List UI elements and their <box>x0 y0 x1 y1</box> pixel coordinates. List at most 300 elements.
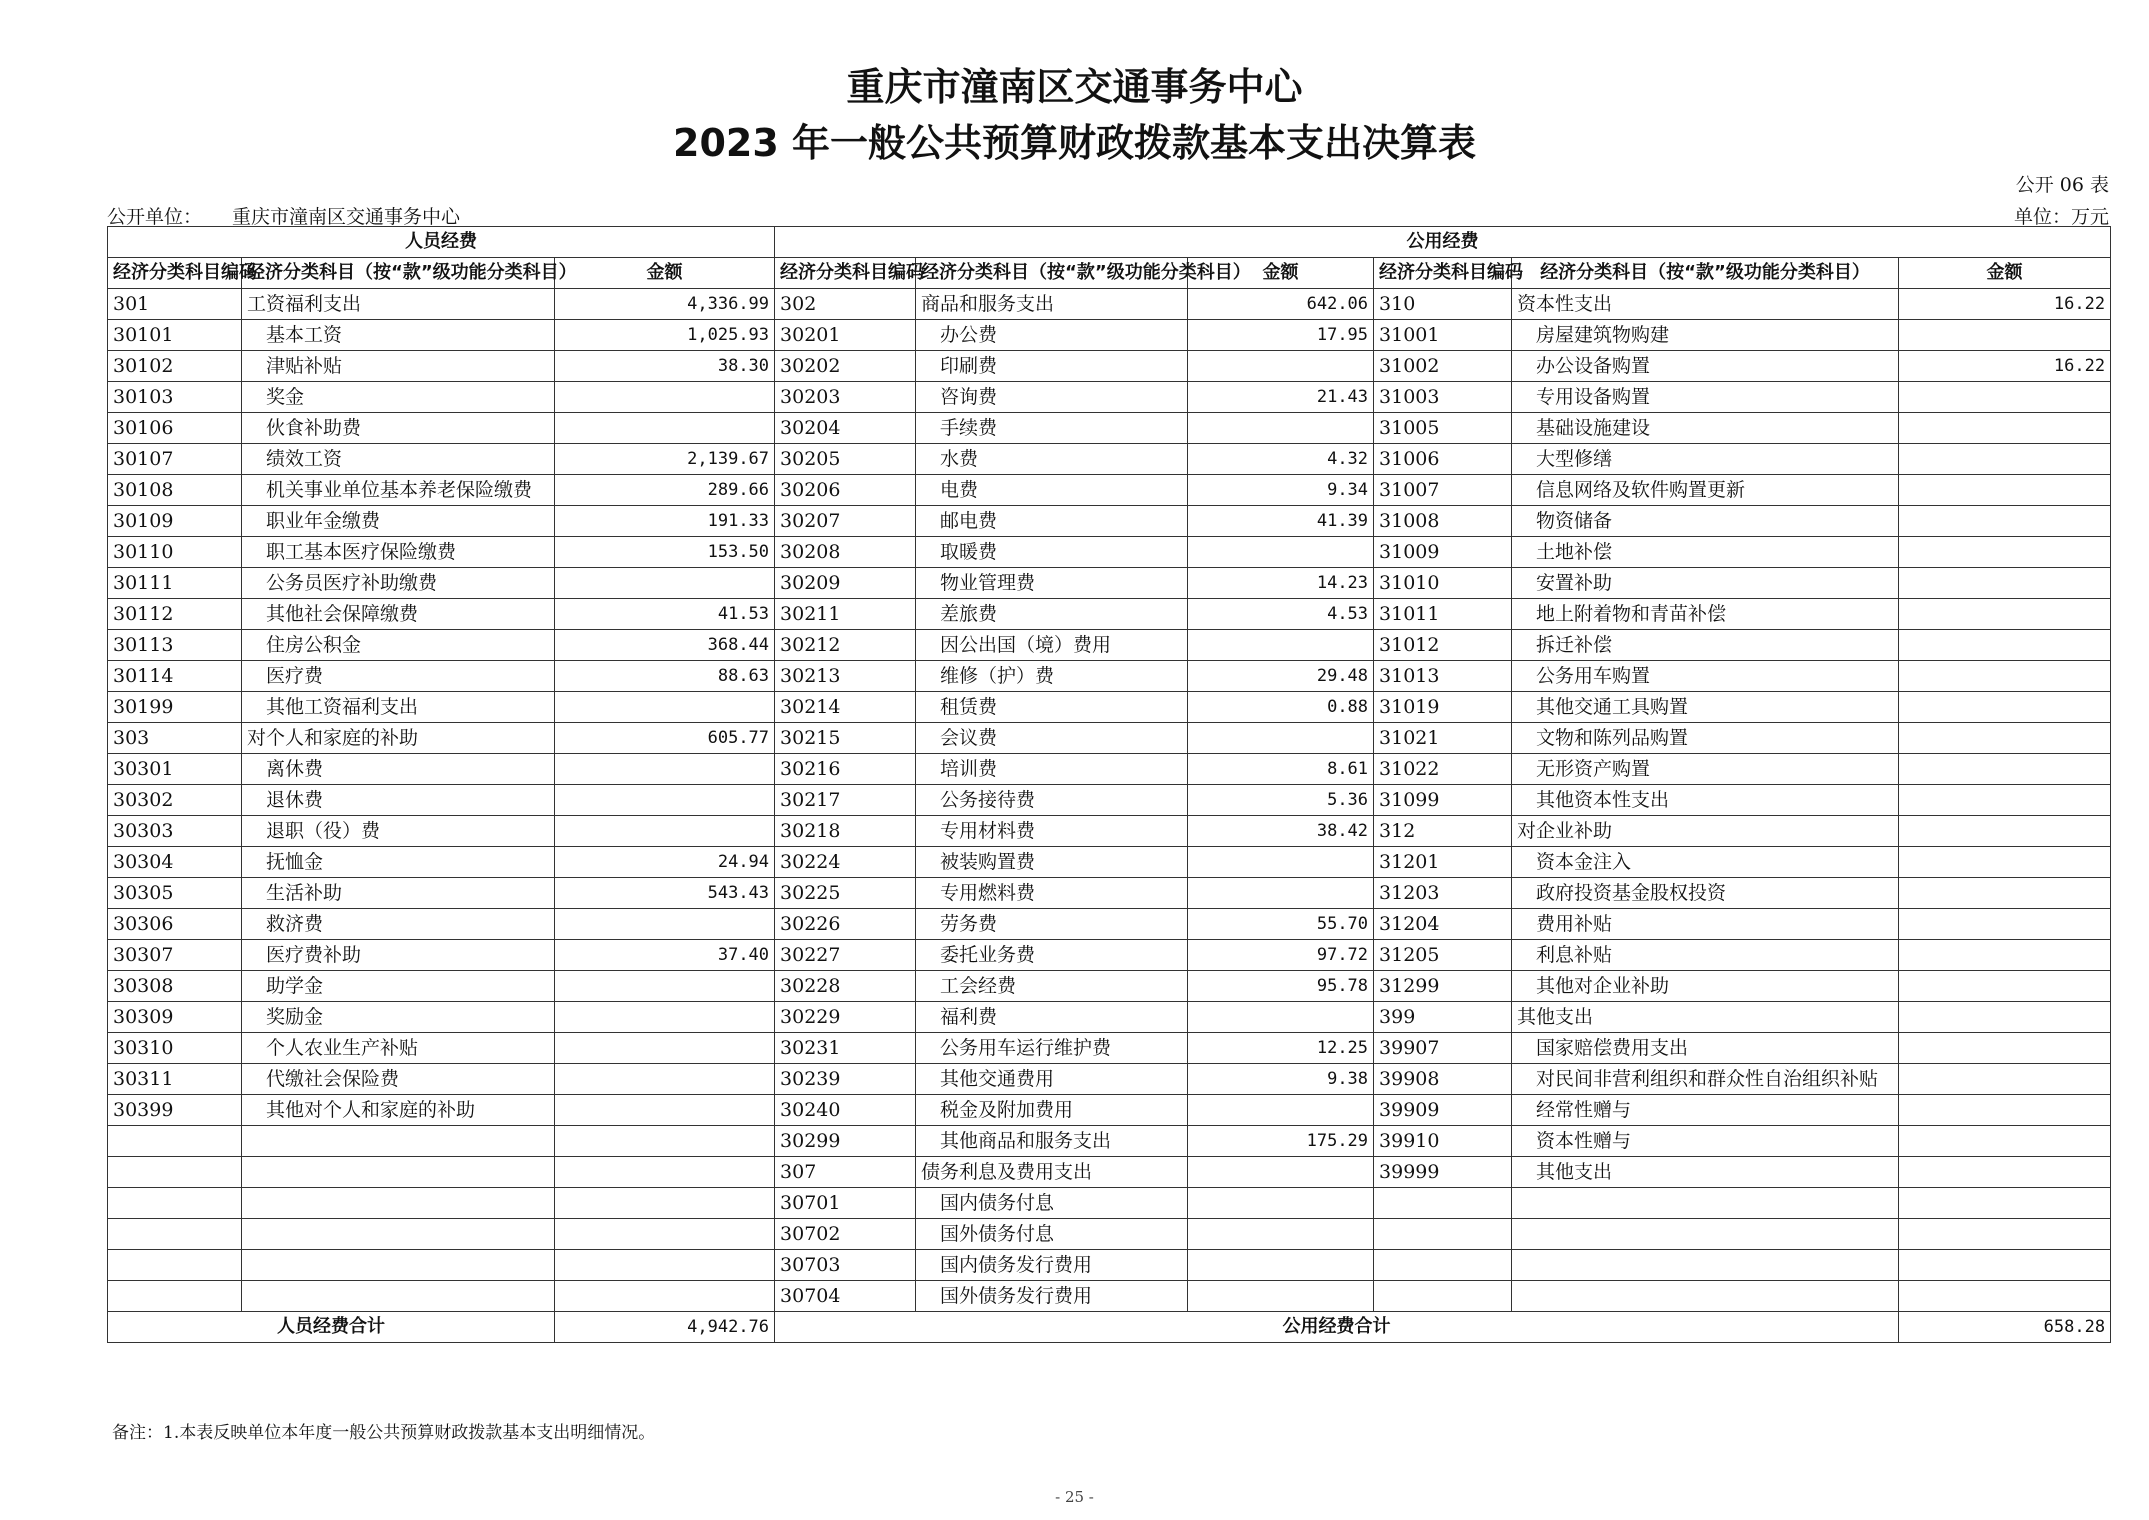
capital-name-cell: 文物和陈列品购置 <box>1512 723 1899 754</box>
personnel-name-cell: 离休费 <box>242 754 555 785</box>
public-code-cell: 30225 <box>775 878 916 909</box>
capital-amount-cell <box>1899 1157 2111 1188</box>
personnel-code-cell: 30199 <box>108 692 242 723</box>
public-total-amount: 658.28 <box>1899 1312 2111 1343</box>
capital-name-cell <box>1512 1281 1899 1312</box>
personnel-code-cell: 30301 <box>108 754 242 785</box>
public-name-cell: 税金及附加费用 <box>916 1095 1188 1126</box>
capital-code-cell: 31011 <box>1374 599 1512 630</box>
public-code-cell: 30205 <box>775 444 916 475</box>
personnel-group-header: 人员经费 <box>108 227 775 258</box>
public-code-cell: 30231 <box>775 1033 916 1064</box>
expenditure-table <box>107 226 2111 1343</box>
public-name-cell: 公务接待费 <box>916 785 1188 816</box>
capital-name-cell: 政府投资基金股权投资 <box>1512 878 1899 909</box>
public-code-cell: 30208 <box>775 537 916 568</box>
public-name-cell: 被装购置费 <box>916 847 1188 878</box>
public-name-cell: 其他商品和服务支出 <box>916 1126 1188 1157</box>
table-row <box>108 413 2111 444</box>
capital-code-cell: 31021 <box>1374 723 1512 754</box>
personnel-amount-cell: 24.94 <box>555 847 775 878</box>
personnel-amount-cell <box>555 382 775 413</box>
public-amount-cell: 41.39 <box>1188 506 1374 537</box>
public-name-cell: 工会经费 <box>916 971 1188 1002</box>
table-row <box>108 1095 2111 1126</box>
capital-code-cell: 39907 <box>1374 1033 1512 1064</box>
personnel-amount-cell <box>555 1250 775 1281</box>
capital-amount-cell <box>1899 1064 2111 1095</box>
personnel-name-cell: 医疗费 <box>242 661 555 692</box>
personnel-code-cell: 30303 <box>108 816 242 847</box>
public-amount-cell <box>1188 630 1374 661</box>
personnel-code-cell: 30101 <box>108 320 242 351</box>
public-amount-cell <box>1188 723 1374 754</box>
personnel-total-label: 人员经费合计 <box>108 1312 555 1343</box>
capital-code-cell <box>1374 1250 1512 1281</box>
personnel-name-cell: 绩效工资 <box>242 444 555 475</box>
public-code-cell: 30201 <box>775 320 916 351</box>
public-code-cell: 30702 <box>775 1219 916 1250</box>
capital-name-cell: 基础设施建设 <box>1512 413 1899 444</box>
personnel-name-cell: 生活补助 <box>242 878 555 909</box>
capital-name-cell: 资本金注入 <box>1512 847 1899 878</box>
capital-name-cell: 资本性赠与 <box>1512 1126 1899 1157</box>
form-number: 公开 06 表 <box>2015 174 2109 196</box>
public-amount-cell: 29.48 <box>1188 661 1374 692</box>
capital-name-cell: 地上附着物和青苗补偿 <box>1512 599 1899 630</box>
public-amount-cell: 21.43 <box>1188 382 1374 413</box>
public-amount-cell: 38.42 <box>1188 816 1374 847</box>
personnel-code-cell: 30304 <box>108 847 242 878</box>
table-row <box>108 630 2111 661</box>
capital-code-cell: 31013 <box>1374 661 1512 692</box>
capital-code-cell: 31006 <box>1374 444 1512 475</box>
unit-name: 重庆市潼南区交通事务中心 <box>232 206 461 228</box>
public-amount-cell: 4.53 <box>1188 599 1374 630</box>
public-name-cell: 其他交通费用 <box>916 1064 1188 1095</box>
public-name-cell: 培训费 <box>916 754 1188 785</box>
capital-amount-cell <box>1899 599 2111 630</box>
public-total-label: 公用经费合计 <box>775 1312 1899 1343</box>
personnel-name-cell: 助学金 <box>242 971 555 1002</box>
capital-code-cell: 31019 <box>1374 692 1512 723</box>
public-code-cell: 30206 <box>775 475 916 506</box>
personnel-amount-cell <box>555 1033 775 1064</box>
personnel-code-cell: 30109 <box>108 506 242 537</box>
personnel-amount-cell <box>555 754 775 785</box>
public-amount-cell <box>1188 847 1374 878</box>
table-row <box>108 1064 2111 1095</box>
public-name-cell: 公务用车运行维护费 <box>916 1033 1188 1064</box>
capital-amount-cell <box>1899 909 2111 940</box>
personnel-name-cell: 奖励金 <box>242 1002 555 1033</box>
capital-amount-cell <box>1899 506 2111 537</box>
col-header-code: 经济分类科目编码 <box>108 258 242 289</box>
public-name-cell: 物业管理费 <box>916 568 1188 599</box>
public-amount-cell: 175.29 <box>1188 1126 1374 1157</box>
personnel-name-cell: 职业年金缴费 <box>242 506 555 537</box>
public-amount-cell <box>1188 351 1374 382</box>
personnel-code-cell: 30106 <box>108 413 242 444</box>
capital-code-cell: 31001 <box>1374 320 1512 351</box>
table-row <box>108 1033 2111 1064</box>
personnel-amount-cell <box>555 1281 775 1312</box>
table-row <box>108 909 2111 940</box>
personnel-code-cell <box>108 1126 242 1157</box>
personnel-name-cell: 奖金 <box>242 382 555 413</box>
capital-code-cell: 39908 <box>1374 1064 1512 1095</box>
public-name-cell: 电费 <box>916 475 1188 506</box>
personnel-name-cell: 津贴补贴 <box>242 351 555 382</box>
col-header-amount: 金额 <box>1188 258 1374 289</box>
personnel-code-cell: 30112 <box>108 599 242 630</box>
capital-name-cell: 费用补贴 <box>1512 909 1899 940</box>
public-amount-cell: 55.70 <box>1188 909 1374 940</box>
capital-amount-cell <box>1899 816 2111 847</box>
capital-amount-cell <box>1899 1002 2111 1033</box>
personnel-name-cell <box>242 1157 555 1188</box>
public-amount-cell: 9.38 <box>1188 1064 1374 1095</box>
table-row <box>108 537 2111 568</box>
public-amount-cell <box>1188 1157 1374 1188</box>
col-header-code: 经济分类科目编码 <box>1374 258 1512 289</box>
capital-code-cell <box>1374 1219 1512 1250</box>
personnel-code-cell: 301 <box>108 289 242 320</box>
public-code-cell: 30239 <box>775 1064 916 1095</box>
report-title: 2023 年一般公共预算财政拨款基本支出决算表 <box>673 121 1476 165</box>
public-code-cell: 30217 <box>775 785 916 816</box>
personnel-name-cell: 住房公积金 <box>242 630 555 661</box>
public-code-cell: 30299 <box>775 1126 916 1157</box>
personnel-name-cell: 基本工资 <box>242 320 555 351</box>
capital-name-cell: 对民间非营利组织和群众性自治组织补贴 <box>1512 1064 1899 1095</box>
public-code-cell: 307 <box>775 1157 916 1188</box>
public-code-cell: 30240 <box>775 1095 916 1126</box>
capital-code-cell: 31204 <box>1374 909 1512 940</box>
capital-amount-cell <box>1899 413 2111 444</box>
capital-code-cell: 31009 <box>1374 537 1512 568</box>
personnel-amount-cell: 2,139.67 <box>555 444 775 475</box>
capital-code-cell: 31201 <box>1374 847 1512 878</box>
personnel-code-cell: 30308 <box>108 971 242 1002</box>
table-row <box>108 1188 2111 1219</box>
public-code-cell: 30229 <box>775 1002 916 1033</box>
public-code-cell: 30214 <box>775 692 916 723</box>
capital-amount-cell <box>1899 692 2111 723</box>
public-amount-cell: 4.32 <box>1188 444 1374 475</box>
capital-amount-cell <box>1899 1188 2111 1219</box>
footnote: 备注：1.本表反映单位本年度一般公共预算财政拨款基本支出明细情况。 <box>112 1423 656 1443</box>
public-code-cell: 30226 <box>775 909 916 940</box>
capital-amount-cell <box>1899 1126 2111 1157</box>
table-row <box>108 847 2111 878</box>
personnel-name-cell: 救济费 <box>242 909 555 940</box>
capital-amount-cell <box>1899 537 2111 568</box>
personnel-amount-cell: 1,025.93 <box>555 320 775 351</box>
personnel-amount-cell <box>555 1188 775 1219</box>
personnel-amount-cell <box>555 692 775 723</box>
personnel-name-cell <box>242 1281 555 1312</box>
capital-amount-cell: 16.22 <box>1899 351 2111 382</box>
capital-name-cell: 其他支出 <box>1512 1157 1899 1188</box>
personnel-code-cell <box>108 1219 242 1250</box>
personnel-code-cell: 30302 <box>108 785 242 816</box>
public-code-cell: 30215 <box>775 723 916 754</box>
personnel-code-cell: 30107 <box>108 444 242 475</box>
capital-code-cell: 399 <box>1374 1002 1512 1033</box>
capital-amount-cell <box>1899 475 2111 506</box>
public-code-cell: 30202 <box>775 351 916 382</box>
public-code-cell: 30209 <box>775 568 916 599</box>
public-amount-cell <box>1188 878 1374 909</box>
public-name-cell: 水费 <box>916 444 1188 475</box>
public-code-cell: 30212 <box>775 630 916 661</box>
public-amount-cell: 17.95 <box>1188 320 1374 351</box>
public-name-cell: 商品和服务支出 <box>916 289 1188 320</box>
capital-name-cell <box>1512 1219 1899 1250</box>
capital-name-cell: 其他对企业补助 <box>1512 971 1899 1002</box>
capital-code-cell: 31203 <box>1374 878 1512 909</box>
personnel-code-cell: 30111 <box>108 568 242 599</box>
capital-amount-cell <box>1899 971 2111 1002</box>
public-code-cell: 30203 <box>775 382 916 413</box>
capital-name-cell: 土地补偿 <box>1512 537 1899 568</box>
capital-code-cell: 39910 <box>1374 1126 1512 1157</box>
public-name-cell: 租赁费 <box>916 692 1188 723</box>
public-amount-cell <box>1188 1188 1374 1219</box>
public-amount-cell <box>1188 1002 1374 1033</box>
personnel-name-cell: 其他工资福利支出 <box>242 692 555 723</box>
personnel-amount-cell <box>555 1219 775 1250</box>
public-code-cell: 30213 <box>775 661 916 692</box>
public-name-cell: 国内债务付息 <box>916 1188 1188 1219</box>
table-row <box>108 1219 2111 1250</box>
capital-amount-cell <box>1899 568 2111 599</box>
capital-amount-cell <box>1899 1095 2111 1126</box>
personnel-amount-cell: 37.40 <box>555 940 775 971</box>
personnel-amount-cell: 191.33 <box>555 506 775 537</box>
table-row <box>108 568 2111 599</box>
personnel-code-cell <box>108 1188 242 1219</box>
table-row <box>108 1157 2111 1188</box>
personnel-name-cell: 公务员医疗补助缴费 <box>242 568 555 599</box>
table-row <box>108 382 2111 413</box>
public-amount-cell: 97.72 <box>1188 940 1374 971</box>
table-row <box>108 661 2111 692</box>
public-code-cell: 30703 <box>775 1250 916 1281</box>
personnel-amount-cell <box>555 971 775 1002</box>
currency-unit: 单位：万元 <box>2013 206 2109 228</box>
capital-amount-cell <box>1899 1219 2111 1250</box>
personnel-name-cell: 退职（役）费 <box>242 816 555 847</box>
personnel-code-cell <box>108 1157 242 1188</box>
personnel-name-cell: 工资福利支出 <box>242 289 555 320</box>
personnel-amount-cell <box>555 1064 775 1095</box>
table-row <box>108 878 2111 909</box>
table-row <box>108 475 2111 506</box>
capital-code-cell: 31008 <box>1374 506 1512 537</box>
capital-code-cell: 312 <box>1374 816 1512 847</box>
public-name-cell: 因公出国（境）费用 <box>916 630 1188 661</box>
capital-amount-cell <box>1899 382 2111 413</box>
personnel-name-cell <box>242 1250 555 1281</box>
personnel-code-cell <box>108 1281 242 1312</box>
public-amount-cell: 5.36 <box>1188 785 1374 816</box>
public-code-cell: 30227 <box>775 940 916 971</box>
capital-code-cell: 31299 <box>1374 971 1512 1002</box>
capital-amount-cell: 16.22 <box>1899 289 2111 320</box>
public-name-cell: 福利费 <box>916 1002 1188 1033</box>
personnel-name-cell: 个人农业生产补贴 <box>242 1033 555 1064</box>
capital-code-cell: 31099 <box>1374 785 1512 816</box>
public-amount-cell: 95.78 <box>1188 971 1374 1002</box>
capital-amount-cell <box>1899 444 2111 475</box>
capital-amount-cell <box>1899 1033 2111 1064</box>
personnel-amount-cell: 605.77 <box>555 723 775 754</box>
capital-name-cell: 其他支出 <box>1512 1002 1899 1033</box>
public-code-cell: 30216 <box>775 754 916 785</box>
table-row <box>108 692 2111 723</box>
public-name-cell: 手续费 <box>916 413 1188 444</box>
personnel-amount-cell: 153.50 <box>555 537 775 568</box>
capital-name-cell: 对企业补助 <box>1512 816 1899 847</box>
public-group-header: 公用经费 <box>775 227 2111 258</box>
personnel-code-cell: 30305 <box>108 878 242 909</box>
public-name-cell: 国内债务发行费用 <box>916 1250 1188 1281</box>
personnel-name-cell: 退休费 <box>242 785 555 816</box>
capital-name-cell: 其他资本性支出 <box>1512 785 1899 816</box>
public-amount-cell: 14.23 <box>1188 568 1374 599</box>
personnel-code-cell: 30103 <box>108 382 242 413</box>
public-amount-cell <box>1188 537 1374 568</box>
table-row <box>108 289 2111 320</box>
personnel-amount-cell <box>555 568 775 599</box>
table-row <box>108 351 2111 382</box>
capital-code-cell: 310 <box>1374 289 1512 320</box>
capital-amount-cell <box>1899 630 2111 661</box>
totals-row <box>108 1312 2111 1343</box>
capital-name-cell: 无形资产购置 <box>1512 754 1899 785</box>
public-code-cell: 30704 <box>775 1281 916 1312</box>
public-amount-cell <box>1188 1250 1374 1281</box>
personnel-name-cell: 其他对个人和家庭的补助 <box>242 1095 555 1126</box>
personnel-amount-cell: 289.66 <box>555 475 775 506</box>
public-amount-cell: 0.88 <box>1188 692 1374 723</box>
table-row <box>108 1002 2111 1033</box>
capital-amount-cell <box>1899 785 2111 816</box>
personnel-code-cell: 30306 <box>108 909 242 940</box>
capital-code-cell: 31005 <box>1374 413 1512 444</box>
public-code-cell: 30207 <box>775 506 916 537</box>
capital-name-cell <box>1512 1250 1899 1281</box>
personnel-amount-cell: 543.43 <box>555 878 775 909</box>
capital-amount-cell <box>1899 661 2111 692</box>
capital-code-cell: 31205 <box>1374 940 1512 971</box>
personnel-name-cell: 伙食补助费 <box>242 413 555 444</box>
public-name-cell: 咨询费 <box>916 382 1188 413</box>
capital-code-cell: 31022 <box>1374 754 1512 785</box>
public-amount-cell: 9.34 <box>1188 475 1374 506</box>
personnel-name-cell: 抚恤金 <box>242 847 555 878</box>
table-row <box>108 1250 2111 1281</box>
personnel-code-cell: 30309 <box>108 1002 242 1033</box>
table-row <box>108 320 2111 351</box>
personnel-name-cell: 职工基本医疗保险缴费 <box>242 537 555 568</box>
public-code-cell: 30701 <box>775 1188 916 1219</box>
capital-name-cell: 公务用车购置 <box>1512 661 1899 692</box>
public-amount-cell <box>1188 1219 1374 1250</box>
personnel-name-cell: 代缴社会保险费 <box>242 1064 555 1095</box>
personnel-amount-cell <box>555 1002 775 1033</box>
public-name-cell: 办公费 <box>916 320 1188 351</box>
personnel-code-cell: 303 <box>108 723 242 754</box>
public-amount-cell <box>1188 1281 1374 1312</box>
capital-code-cell <box>1374 1281 1512 1312</box>
personnel-amount-cell: 38.30 <box>555 351 775 382</box>
capital-code-cell: 31012 <box>1374 630 1512 661</box>
public-amount-cell: 8.61 <box>1188 754 1374 785</box>
capital-code-cell: 31003 <box>1374 382 1512 413</box>
capital-amount-cell <box>1899 723 2111 754</box>
personnel-amount-cell: 368.44 <box>555 630 775 661</box>
capital-name-cell: 大型修缮 <box>1512 444 1899 475</box>
public-name-cell: 邮电费 <box>916 506 1188 537</box>
personnel-code-cell: 30114 <box>108 661 242 692</box>
capital-name-cell <box>1512 1188 1899 1219</box>
personnel-code-cell <box>108 1250 242 1281</box>
personnel-name-cell: 医疗费补助 <box>242 940 555 971</box>
table-row <box>108 506 2111 537</box>
capital-amount-cell <box>1899 754 2111 785</box>
table-row <box>108 940 2111 971</box>
personnel-amount-cell <box>555 1157 775 1188</box>
personnel-code-cell: 30108 <box>108 475 242 506</box>
col-header-name: 经济分类科目（按“款”级功能分类科目） <box>916 258 1188 289</box>
personnel-total-amount: 4,942.76 <box>555 1312 775 1343</box>
capital-amount-cell <box>1899 878 2111 909</box>
capital-code-cell <box>1374 1188 1512 1219</box>
report-title-unit: 重庆市潼南区交通事务中心 <box>846 65 1303 109</box>
personnel-amount-cell <box>555 816 775 847</box>
public-amount-cell <box>1188 413 1374 444</box>
personnel-code-cell: 30113 <box>108 630 242 661</box>
capital-name-cell: 物资储备 <box>1512 506 1899 537</box>
public-name-cell: 劳务费 <box>916 909 1188 940</box>
public-amount-cell <box>1188 1095 1374 1126</box>
public-code-cell: 30211 <box>775 599 916 630</box>
public-name-cell: 国外债务付息 <box>916 1219 1188 1250</box>
public-name-cell: 委托业务费 <box>916 940 1188 971</box>
capital-name-cell: 房屋建筑物购建 <box>1512 320 1899 351</box>
public-name-cell: 印刷费 <box>916 351 1188 382</box>
col-header-code: 经济分类科目编码 <box>775 258 916 289</box>
capital-name-cell: 经常性赠与 <box>1512 1095 1899 1126</box>
capital-code-cell: 31007 <box>1374 475 1512 506</box>
personnel-amount-cell <box>555 413 775 444</box>
capital-amount-cell <box>1899 1281 2111 1312</box>
public-name-cell: 差旅费 <box>916 599 1188 630</box>
public-name-cell: 取暖费 <box>916 537 1188 568</box>
col-header-amount: 金额 <box>1899 258 2111 289</box>
personnel-amount-cell <box>555 1095 775 1126</box>
capital-name-cell: 信息网络及软件购置更新 <box>1512 475 1899 506</box>
public-name-cell: 专用燃料费 <box>916 878 1188 909</box>
public-amount-cell: 12.25 <box>1188 1033 1374 1064</box>
col-header-name: 经济分类科目（按“款”级功能分类科目） <box>1512 258 1899 289</box>
table-row <box>108 599 2111 630</box>
personnel-name-cell: 对个人和家庭的补助 <box>242 723 555 754</box>
capital-name-cell: 国家赔偿费用支出 <box>1512 1033 1899 1064</box>
